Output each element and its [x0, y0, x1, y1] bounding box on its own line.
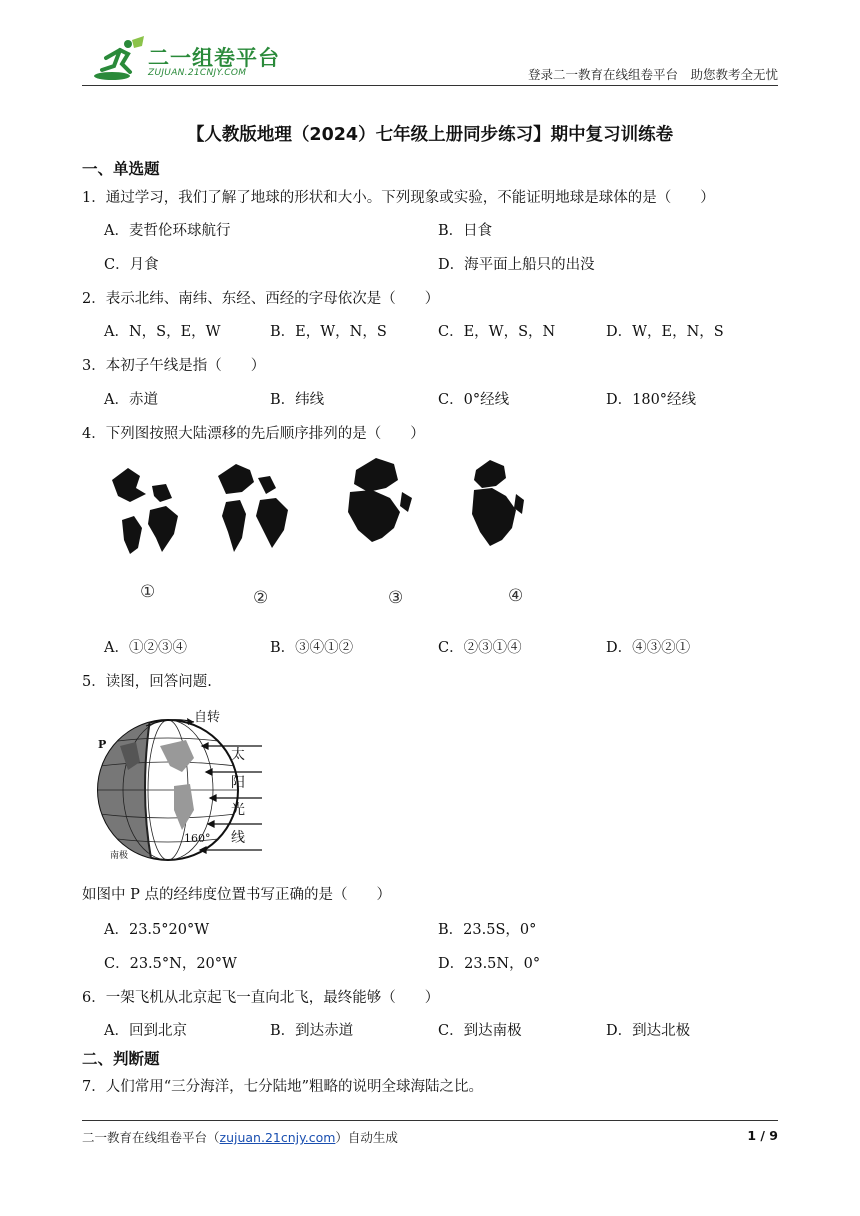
question-1-option-a[interactable]: A．麦哲伦环球航行: [104, 223, 231, 239]
section-heading-single-choice: 一、单选题: [82, 160, 160, 178]
map-label-2: ②: [253, 588, 269, 608]
south-pole-label: 南极: [110, 851, 129, 861]
question-1-stem: 1．通过学习，我们了解了地球的形状和大小。下列现象或实验，不能证明地球是球体的是（ ）: [82, 190, 715, 206]
runner-logo-icon: [92, 36, 148, 84]
footer-source: [82, 1128, 398, 1146]
footer-divider: [82, 1120, 778, 1121]
footer-prefix: 二一教育在线组卷平台（: [82, 1130, 220, 1145]
question-4-option-c[interactable]: C．②③①④: [438, 640, 522, 656]
footer-link[interactable]: zujuan.21cnjy.com: [219, 1130, 336, 1145]
question-4-option-d[interactable]: D．④③②①: [606, 640, 691, 656]
question-5-option-d[interactable]: D．23.5N，0°: [438, 956, 541, 972]
page-title: 【人教版地理（2024）七年级上册同步练习】期中复习训练卷: [186, 125, 674, 145]
question-7-stem: 7．人们常用“三分海洋，七分陆地”粗略的说明全球海陆之比。: [82, 1079, 484, 1095]
map-label-4: ④: [508, 586, 524, 606]
question-5-option-b[interactable]: B．23.5S，0°: [438, 922, 537, 938]
question-6-option-a[interactable]: A．回到北京: [104, 1023, 187, 1039]
longitude-160-label: 160°: [184, 832, 211, 845]
question-1-option-d[interactable]: D．海平面上船只的出没: [438, 257, 595, 273]
point-p-label: P: [98, 738, 107, 751]
footer-suffix: ）自动生成: [335, 1130, 398, 1145]
header-divider: [82, 85, 778, 86]
sunlight-label-4: 线: [231, 830, 245, 846]
question-5-stem: 5．读图，回答问题.: [82, 674, 212, 690]
question-2-option-d[interactable]: D．W，E，N，S: [606, 324, 724, 340]
logo-subtext: ZUJUAN.21CNJY.COM: [148, 68, 247, 78]
question-6-option-d[interactable]: D．到达北极: [606, 1023, 691, 1039]
question-2-option-b[interactable]: B．E，W，N，S: [270, 324, 387, 340]
question-5-substem: 如图中 P 点的经纬度位置书写正确的是（ ）: [82, 887, 391, 903]
question-4-stem: 4．下列图按照大陆漂移的先后顺序排列的是（ ）: [82, 426, 425, 442]
question-3-option-c[interactable]: C．0°经线: [438, 392, 510, 408]
question-1-option-c[interactable]: C．月食: [104, 257, 159, 273]
rotation-label: 自转: [194, 710, 221, 725]
earth-illumination-figure: [90, 706, 270, 864]
question-3-option-b[interactable]: B．纬线: [270, 392, 325, 408]
question-3-option-a[interactable]: A．赤道: [104, 392, 158, 408]
sunlight-label-3: 光: [231, 802, 245, 818]
question-5-option-a[interactable]: A．23.5°20°W: [104, 922, 210, 938]
continental-drift-figure: [100, 458, 550, 618]
sunlight-label-2: 阳: [231, 775, 245, 791]
continental-drift-maps-image: [100, 458, 550, 618]
header-tagline: 登录二一教育在线组卷平台 助您教考全无忧: [527, 67, 778, 82]
question-5-option-c[interactable]: C．23.5°N，20°W: [104, 956, 237, 972]
question-6-option-c[interactable]: C．到达南极: [438, 1023, 522, 1039]
map-label-1: ①: [140, 582, 156, 602]
question-6-option-b[interactable]: B．到达赤道: [270, 1023, 354, 1039]
question-2-stem: 2．表示北纬、南纬、东经、西经的字母依次是（ ）: [82, 291, 440, 307]
page-number: 1 / 9: [747, 1128, 778, 1143]
question-3-stem: 3．本初子午线是指（ ）: [82, 358, 266, 374]
question-4-option-a[interactable]: A．①②③④: [104, 640, 187, 656]
map-label-3: ③: [388, 588, 404, 608]
question-4-option-b[interactable]: B．③④①②: [270, 640, 354, 656]
site-logo[interactable]: [92, 36, 292, 86]
logo-text: 二一组卷平台: [148, 46, 280, 70]
sunlight-label-1: 太: [231, 747, 245, 763]
question-2-option-c[interactable]: C．E，W，S，N: [438, 324, 556, 340]
question-3-option-d[interactable]: D．180°经线: [606, 392, 697, 408]
question-6-stem: 6．一架飞机从北京起飞一直向北飞，最终能够（ ）: [82, 990, 440, 1006]
question-1-option-b[interactable]: B．日食: [438, 223, 493, 239]
section-heading-true-false: 二、判断题: [82, 1050, 160, 1068]
question-2-option-a[interactable]: A．N，S，E，W: [104, 324, 221, 340]
